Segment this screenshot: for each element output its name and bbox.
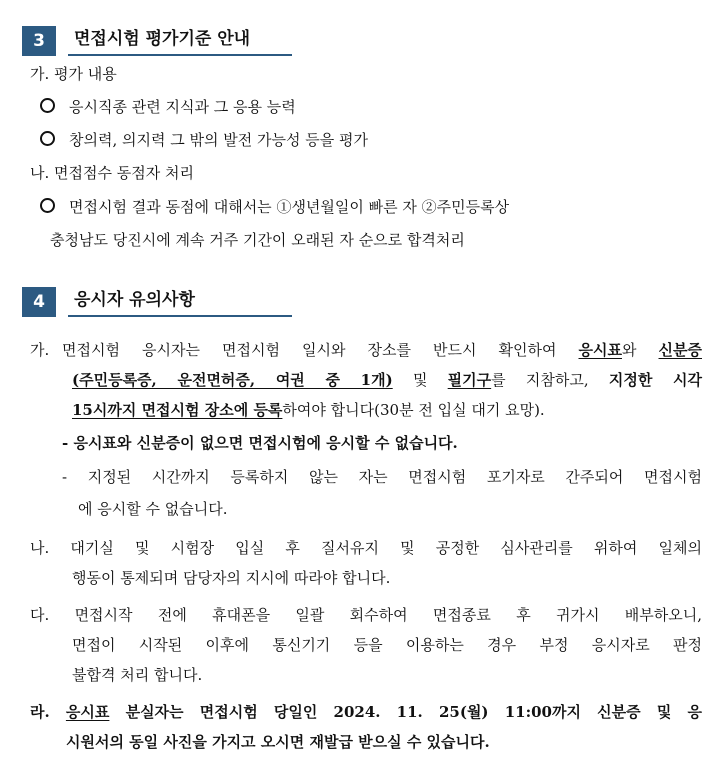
section-4-header xyxy=(22,283,292,317)
notice-dash-line1: - 지정된 시간까지 등록하지 않는 자는 면접시험 포기자로 간주되어 면접시험 xyxy=(62,468,702,486)
section-number-badge: 3 xyxy=(22,26,56,56)
notice-da-line1: 다. 면접시작 전에 휴대폰을 일괄 회수하여 면접종료 후 귀가시 배부하오니, xyxy=(30,606,702,624)
notice-ra-line2: 시원서의 동일 사진을 가지고 오시면 재발급 받으실 수 있습니다. xyxy=(66,733,490,751)
list-item-continuation: 충청남도 당진시에 계속 거주 기간이 오래된 자 순으로 합격처리 xyxy=(50,231,465,249)
list-item: 창의력, 의지력 그 밖의 발전 가능성 등을 평가 xyxy=(40,130,368,150)
notice-dash-line2: 에 응시할 수 없습니다. xyxy=(78,500,228,518)
notice-da-line3: 불합격 처리 합니다. xyxy=(72,666,203,684)
notice-na-line1: 나. 대기실 및 시험장 입실 후 질서유지 및 공정한 심사관리를 위하여 일체의 xyxy=(30,539,702,557)
section-3-header xyxy=(22,22,292,56)
section-number-badge: 4 xyxy=(22,287,56,317)
notice-ga-line2: (주민등록증, 운전면허증, 여권 중 1개) 및 필기구를 지참하고, 지정한 시각 xyxy=(72,371,702,389)
notice-ra-line1: 라. 응시표 분실자는 면접시험 당일인 2024. 11. 25(월) 11:00까지 신분증 및 응 xyxy=(30,703,702,721)
eval-content-heading: 가. 평가 내용 xyxy=(30,65,117,83)
section-title: 면접시험 평가기준 안내 xyxy=(68,27,292,56)
list-item: 면접시험 결과 동점에 대해서는 ①생년월일이 빠른 자 ②주민등록상 xyxy=(40,197,509,217)
notice-na-line2: 행동이 통제되며 담당자의 지시에 따라야 합니다. xyxy=(72,569,391,587)
tie-break-heading: 나. 면접점수 동점자 처리 xyxy=(30,164,194,182)
circle-bullet-icon xyxy=(40,198,55,213)
circle-bullet-icon xyxy=(40,131,55,146)
notice-da-line2: 면접이 시작된 이후에 통신기기 등을 이용하는 경우 부정 응시자로 판정 xyxy=(72,636,702,654)
notice-prefix: 가. xyxy=(30,341,50,359)
section-title: 응시자 유의사항 xyxy=(68,288,292,317)
list-item: 응시직종 관련 지식과 그 응용 능력 xyxy=(40,97,296,117)
notice-ga-line3: 15시까지 면접시험 장소에 등록하여야 합니다(30분 전 입실 대기 요망). xyxy=(72,401,545,419)
circle-bullet-icon xyxy=(40,98,55,113)
notice-dash-bold: - 응시표와 신분증이 없으면 면접시험에 응시할 수 없습니다. xyxy=(62,434,458,452)
notice-ga-line1: 면접시험 응시자는 면접시험 일시와 장소를 반드시 확인하여 응시표와 신분증 xyxy=(62,341,702,359)
